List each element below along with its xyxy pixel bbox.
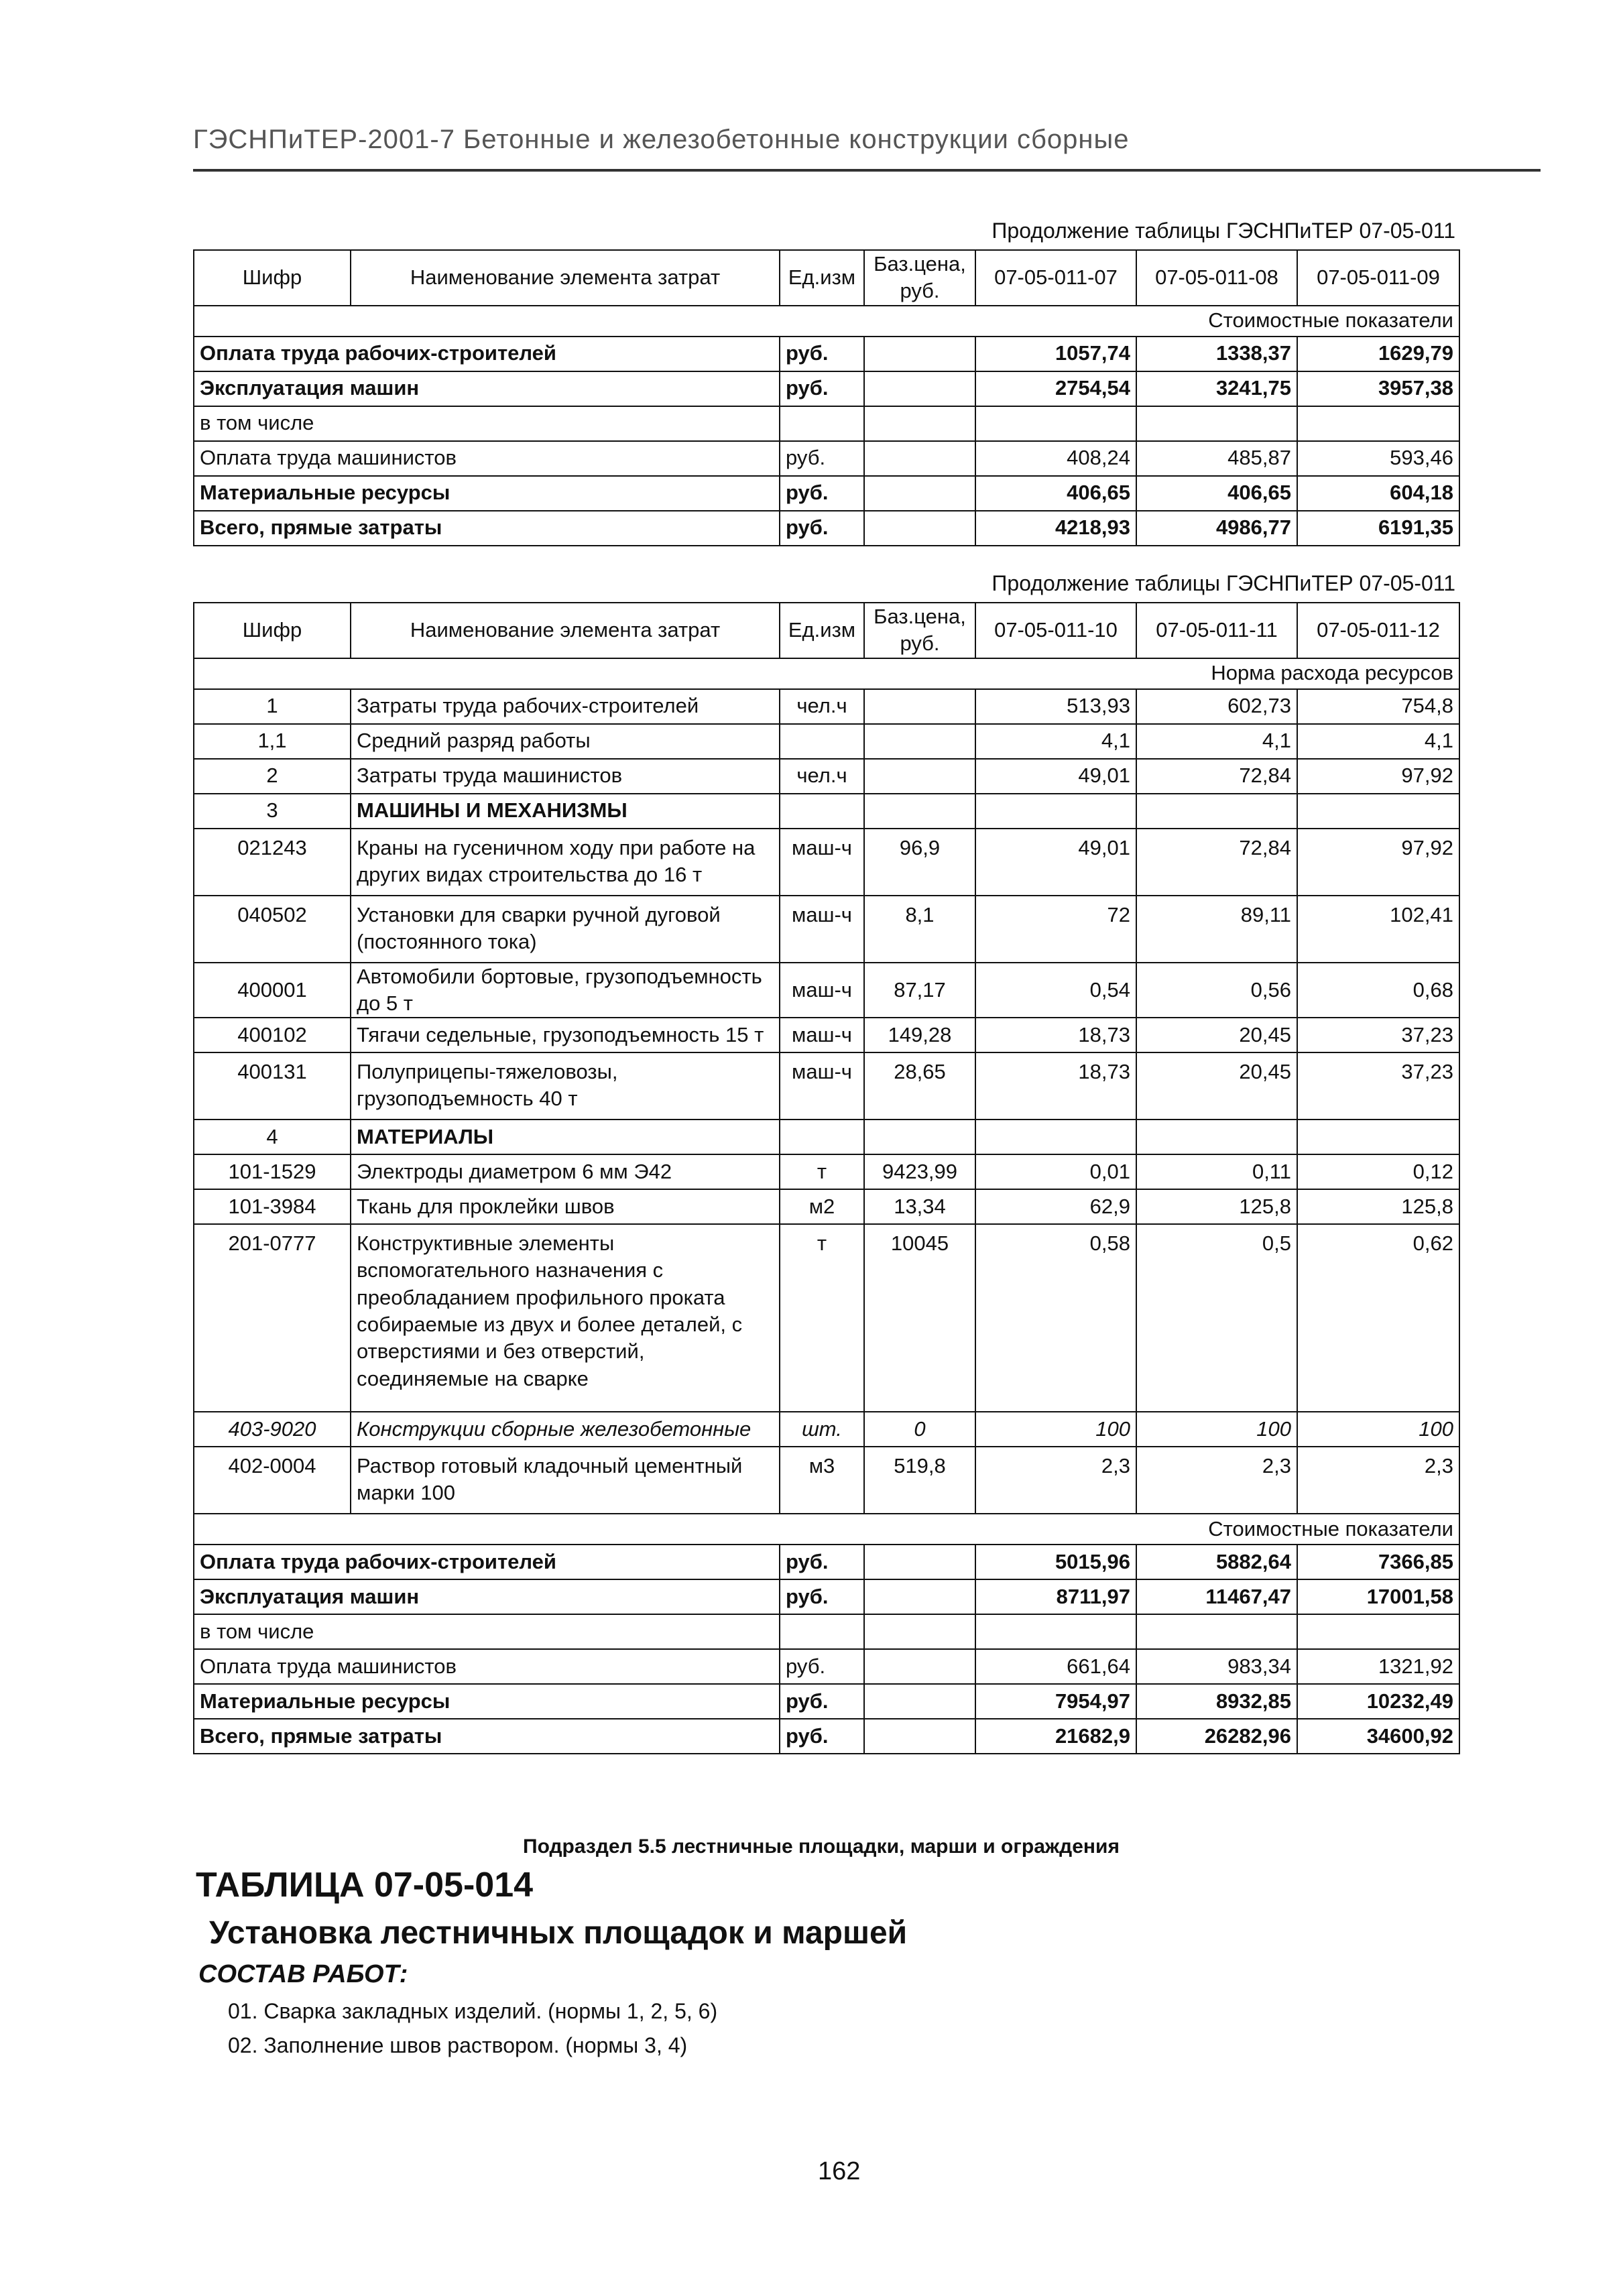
value-cell: 37,23 [1297, 1018, 1459, 1052]
unit-cell: маш-ч [780, 829, 864, 896]
row-name: Полуприцепы-тяжеловозы, грузоподъемность 40 т [351, 1052, 780, 1120]
table-name: Установка лестничных площадок и маршей [209, 1915, 908, 1951]
value-cell: 125,8 [1297, 1189, 1459, 1224]
value-cell: 34600,92 [1297, 1719, 1459, 1754]
table-row [194, 476, 1459, 511]
value-cell [1136, 1614, 1297, 1649]
value-cell [1297, 1614, 1459, 1649]
unit-cell [780, 406, 864, 441]
value-cell: 5882,64 [1136, 1545, 1297, 1579]
unit-cell: чел.ч [780, 759, 864, 794]
value-cell: 100 [1136, 1412, 1297, 1447]
value-cell: 754,8 [1297, 689, 1459, 724]
table-row [194, 337, 1459, 371]
row-name: Оплата труда машинистов [194, 441, 780, 476]
row-name: Ткань для проклейки швов [351, 1189, 780, 1224]
col-header: 07-05-011-11 [1136, 603, 1297, 658]
unit-cell [780, 1120, 864, 1154]
value-cell: 4218,93 [975, 511, 1136, 546]
row-name: Тягачи седельные, грузоподъемность 15 т [351, 1018, 780, 1052]
row-name: Затраты труда рабочих-строителей [351, 689, 780, 724]
unit-cell: руб. [780, 441, 864, 476]
value-cell [1297, 406, 1459, 441]
value-cell: 97,92 [1297, 829, 1459, 896]
works-item: 02. Заполнение швов раствором. (нормы 3, 4) [228, 2033, 688, 2057]
value-cell: 7366,85 [1297, 1545, 1459, 1579]
page-header: ГЭСНПиТЕР-2001-7 Бетонные и железобетонные конструкции сборные [193, 125, 1130, 154]
table-row [194, 1447, 1459, 1514]
table-row [194, 1189, 1459, 1224]
value-cell: 0,62 [1297, 1224, 1459, 1412]
table-row [194, 511, 1459, 546]
col-header: Баз.цена, руб. [864, 250, 975, 306]
col-header: 07-05-011-07 [975, 250, 1136, 306]
price-cell [864, 1649, 975, 1684]
value-cell: 2,3 [975, 1447, 1136, 1514]
value-cell: 89,11 [1136, 896, 1297, 963]
price-cell: 87,17 [864, 963, 975, 1018]
value-cell [1136, 406, 1297, 441]
row-name: Раствор готовый кладочный цементный марки 100 [351, 1447, 780, 1514]
price-cell: 28,65 [864, 1052, 975, 1120]
table-title: ТАБЛИЦА 07-05-014 [196, 1866, 534, 1905]
table-row [194, 1719, 1459, 1754]
value-cell: 604,18 [1297, 476, 1459, 511]
value-cell: 102,41 [1297, 896, 1459, 963]
value-cell: 97,92 [1297, 759, 1459, 794]
works-item: 01. Сварка закладных изделий. (нормы 1, 2, 5, 6) [228, 1999, 718, 2023]
price-cell [864, 1719, 975, 1754]
price-cell [864, 337, 975, 371]
unit-cell: руб. [780, 337, 864, 371]
table-row [194, 1614, 1459, 1649]
row-name: Установки для сварки ручной дуговой (постоянного тока) [351, 896, 780, 963]
price-cell [864, 759, 975, 794]
table-row [194, 371, 1459, 406]
row-name: Средний разряд работы [351, 724, 780, 759]
table-row [194, 1018, 1459, 1052]
value-cell: 20,45 [1136, 1052, 1297, 1120]
row-name: МАТЕРИАЛЫ [351, 1120, 780, 1154]
code-cell: 040502 [194, 896, 351, 963]
value-cell: 408,24 [975, 441, 1136, 476]
col-header: Шифр [194, 603, 351, 658]
col-header: 07-05-011-09 [1297, 250, 1459, 306]
value-cell: 406,65 [1136, 476, 1297, 511]
value-cell [1136, 1120, 1297, 1154]
value-cell: 62,9 [975, 1189, 1136, 1224]
code-cell: 101-3984 [194, 1189, 351, 1224]
row-name: Конструкции сборные железобетонные [351, 1412, 780, 1447]
table-row [194, 963, 1459, 1018]
price-cell: 8,1 [864, 896, 975, 963]
price-cell: 96,9 [864, 829, 975, 896]
unit-cell: м3 [780, 1447, 864, 1514]
table2-totals [194, 1545, 1459, 1754]
table1 [193, 249, 1460, 546]
value-cell: 2,3 [1297, 1447, 1459, 1514]
value-cell: 4,1 [975, 724, 1136, 759]
price-cell [864, 1614, 975, 1649]
value-cell: 18,73 [975, 1052, 1136, 1120]
row-name: Затраты труда машинистов [351, 759, 780, 794]
unit-cell: маш-ч [780, 963, 864, 1018]
value-cell: 406,65 [975, 476, 1136, 511]
table1-header-row [194, 250, 1459, 306]
price-cell: 9423,99 [864, 1154, 975, 1189]
row-name: Оплата труда рабочих-строителей [194, 1545, 780, 1579]
price-cell [864, 1684, 975, 1719]
value-cell: 513,93 [975, 689, 1136, 724]
value-cell: 0,54 [975, 963, 1136, 1018]
value-cell: 0,01 [975, 1154, 1136, 1189]
value-cell: 49,01 [975, 759, 1136, 794]
code-cell: 400102 [194, 1018, 351, 1052]
table2-band-cost: Стоимостные показатели [194, 1514, 1459, 1545]
row-name: Материальные ресурсы [194, 1684, 780, 1719]
unit-cell: руб. [780, 1579, 864, 1614]
value-cell: 0,11 [1136, 1154, 1297, 1189]
value-cell: 0,58 [975, 1224, 1136, 1412]
value-cell [975, 406, 1136, 441]
value-cell: 21682,9 [975, 1719, 1136, 1754]
subsection-title: Подраздел 5.5 лестничные площадки, марши и ограждения [523, 1835, 1120, 1858]
price-cell [864, 1545, 975, 1579]
table2 [193, 602, 1460, 1754]
value-cell: 17001,58 [1297, 1579, 1459, 1614]
row-name: Эксплуатация машин [194, 1579, 780, 1614]
value-cell: 6191,35 [1297, 511, 1459, 546]
code-cell: 201-0777 [194, 1224, 351, 1412]
unit-cell: руб. [780, 511, 864, 546]
value-cell [975, 1120, 1136, 1154]
row-name: Эксплуатация машин [194, 371, 780, 406]
table1-body [194, 337, 1459, 546]
col-header: Наименование элемента затрат [351, 250, 780, 306]
row-name: Оплата труда машинистов [194, 1649, 780, 1684]
code-cell: 1,1 [194, 724, 351, 759]
value-cell: 18,73 [975, 1018, 1136, 1052]
table-row [194, 441, 1459, 476]
value-cell: 3957,38 [1297, 371, 1459, 406]
unit-cell: т [780, 1224, 864, 1412]
row-name: Конструктивные элементы вспомогательного назначения с преобладанием профильного проката собираемые из двух и более деталей, с отверстиями и без отверстий, соединяемые на сварке [351, 1224, 780, 1412]
price-cell: 519,8 [864, 1447, 975, 1514]
value-cell: 4986,77 [1136, 511, 1297, 546]
row-name: Краны на гусеничном ходу при работе на других видах строительства до 16 т [351, 829, 780, 896]
unit-cell: руб. [780, 476, 864, 511]
row-name: в том числе [194, 1614, 780, 1649]
table1-band: Стоимостные показатели [194, 306, 1459, 337]
col-header: 07-05-011-12 [1297, 603, 1459, 658]
value-cell: 1338,37 [1136, 337, 1297, 371]
col-header: Баз.цена, руб. [864, 603, 975, 658]
value-cell: 4,1 [1297, 724, 1459, 759]
price-cell: 149,28 [864, 1018, 975, 1052]
table-row [194, 1649, 1459, 1684]
col-header: 07-05-011-10 [975, 603, 1136, 658]
value-cell: 10232,49 [1297, 1684, 1459, 1719]
price-cell [864, 476, 975, 511]
code-cell: 101-1529 [194, 1154, 351, 1189]
row-name: Всего, прямые затраты [194, 1719, 780, 1754]
value-cell: 37,23 [1297, 1052, 1459, 1120]
code-cell: 4 [194, 1120, 351, 1154]
unit-cell: т [780, 1154, 864, 1189]
value-cell: 72,84 [1136, 759, 1297, 794]
col-header: Наименование элемента затрат [351, 603, 780, 658]
price-cell [864, 689, 975, 724]
unit-cell: руб. [780, 371, 864, 406]
table-row [194, 1545, 1459, 1579]
price-cell [864, 1120, 975, 1154]
table2-body [194, 689, 1459, 1514]
value-cell: 4,1 [1136, 724, 1297, 759]
table-row [194, 1154, 1459, 1189]
table-row [194, 1579, 1459, 1614]
price-cell: 0 [864, 1412, 975, 1447]
price-cell [864, 794, 975, 829]
value-cell: 7954,97 [975, 1684, 1136, 1719]
price-cell [864, 371, 975, 406]
value-cell [975, 1614, 1136, 1649]
value-cell: 20,45 [1136, 1018, 1297, 1052]
price-cell [864, 511, 975, 546]
works-heading: СОСТАВ РАБОТ: [198, 1960, 408, 1988]
value-cell: 49,01 [975, 829, 1136, 896]
table-row [194, 896, 1459, 963]
row-name: Электроды диаметром 6 мм Э42 [351, 1154, 780, 1189]
value-cell: 1629,79 [1297, 337, 1459, 371]
unit-cell: руб. [780, 1545, 864, 1579]
row-name: Материальные ресурсы [194, 476, 780, 511]
value-cell: 661,64 [975, 1649, 1136, 1684]
works-list [228, 1999, 717, 2067]
value-cell: 72,84 [1136, 829, 1297, 896]
value-cell: 983,34 [1136, 1649, 1297, 1684]
code-cell: 021243 [194, 829, 351, 896]
value-cell: 1321,92 [1297, 1649, 1459, 1684]
value-cell: 26282,96 [1136, 1719, 1297, 1754]
price-cell [864, 406, 975, 441]
row-name: Оплата труда рабочих-строителей [194, 337, 780, 371]
value-cell: 0,68 [1297, 963, 1459, 1018]
page-number: 162 [818, 2157, 861, 2185]
header-rule [193, 169, 1541, 172]
col-header: 07-05-011-08 [1136, 250, 1297, 306]
value-cell: 602,73 [1136, 689, 1297, 724]
code-cell: 1 [194, 689, 351, 724]
table-row [194, 794, 1459, 829]
row-name: Автомобили бортовые, грузоподъемность до 5 т [351, 963, 780, 1018]
table-row [194, 759, 1459, 794]
unit-cell: маш-ч [780, 1052, 864, 1120]
col-header: Ед.изм [780, 250, 864, 306]
value-cell: 125,8 [1136, 1189, 1297, 1224]
value-cell [1297, 794, 1459, 829]
code-cell: 400131 [194, 1052, 351, 1120]
table-row [194, 1120, 1459, 1154]
value-cell: 2,3 [1136, 1447, 1297, 1514]
table-row [194, 829, 1459, 896]
table-row [194, 724, 1459, 759]
price-cell: 13,34 [864, 1189, 975, 1224]
price-cell: 10045 [864, 1224, 975, 1412]
value-cell: 100 [975, 1412, 1136, 1447]
value-cell [1136, 794, 1297, 829]
price-cell [864, 441, 975, 476]
value-cell [975, 794, 1136, 829]
row-name: Всего, прямые затраты [194, 511, 780, 546]
unit-cell: шт. [780, 1412, 864, 1447]
unit-cell: чел.ч [780, 689, 864, 724]
table-row [194, 1224, 1459, 1412]
value-cell: 5015,96 [975, 1545, 1136, 1579]
table-row [194, 1052, 1459, 1120]
value-cell: 8711,97 [975, 1579, 1136, 1614]
value-cell: 8932,85 [1136, 1684, 1297, 1719]
value-cell [1297, 1120, 1459, 1154]
table-row [194, 406, 1459, 441]
table-row [194, 689, 1459, 724]
col-header: Ед.изм [780, 603, 864, 658]
code-cell: 2 [194, 759, 351, 794]
unit-cell [780, 794, 864, 829]
table2-header-row [194, 603, 1459, 658]
unit-cell: руб. [780, 1649, 864, 1684]
value-cell: 100 [1297, 1412, 1459, 1447]
unit-cell: руб. [780, 1684, 864, 1719]
value-cell: 485,87 [1136, 441, 1297, 476]
price-cell [864, 724, 975, 759]
code-cell: 402-0004 [194, 1447, 351, 1514]
row-name: МАШИНЫ И МЕХАНИЗМЫ [351, 794, 780, 829]
value-cell: 0,56 [1136, 963, 1297, 1018]
value-cell: 3241,75 [1136, 371, 1297, 406]
value-cell: 0,5 [1136, 1224, 1297, 1412]
unit-cell: маш-ч [780, 896, 864, 963]
unit-cell: м2 [780, 1189, 864, 1224]
value-cell: 1057,74 [975, 337, 1136, 371]
code-cell: 400001 [194, 963, 351, 1018]
code-cell: 3 [194, 794, 351, 829]
unit-cell [780, 724, 864, 759]
table-row [194, 1684, 1459, 1719]
table2-band-norm: Норма расхода ресурсов [194, 658, 1459, 689]
code-cell: 403-9020 [194, 1412, 351, 1447]
unit-cell: руб. [780, 1719, 864, 1754]
table2-caption: Продолжение таблицы ГЭСНПиТЕР 07-05-011 [991, 571, 1455, 595]
unit-cell: маш-ч [780, 1018, 864, 1052]
value-cell: 11467,47 [1136, 1579, 1297, 1614]
col-header: Шифр [194, 250, 351, 306]
unit-cell [780, 1614, 864, 1649]
price-cell [864, 1579, 975, 1614]
table-row [194, 1412, 1459, 1447]
value-cell: 72 [975, 896, 1136, 963]
table1-caption: Продолжение таблицы ГЭСНПиТЕР 07-05-011 [991, 219, 1455, 243]
value-cell: 0,12 [1297, 1154, 1459, 1189]
value-cell: 2754,54 [975, 371, 1136, 406]
row-name: в том числе [194, 406, 780, 441]
value-cell: 593,46 [1297, 441, 1459, 476]
